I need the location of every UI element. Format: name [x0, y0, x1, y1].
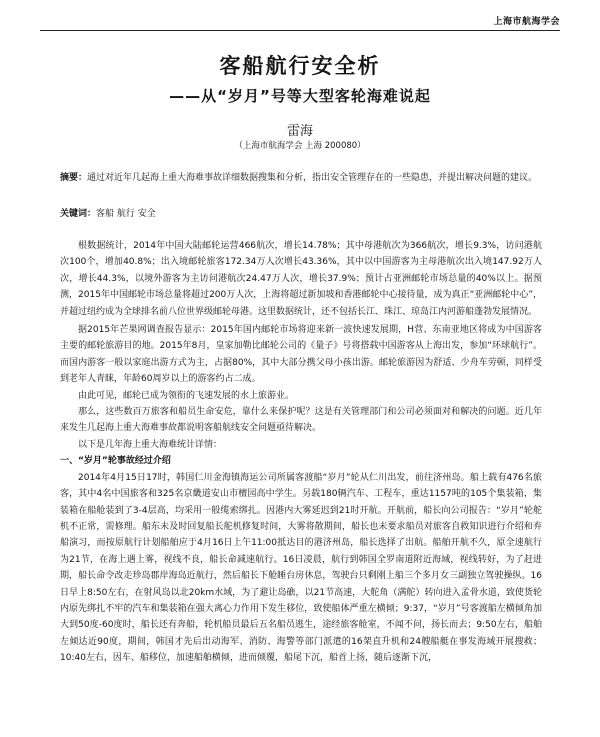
- keywords-text: 客船 航行 安全: [96, 209, 156, 219]
- section-heading: 一、“岁月”轮事故经过介绍: [60, 456, 171, 467]
- keywords: [60, 206, 542, 222]
- body-paragraph: 据2015年芒果网调查报告显示：2015年国内邮轮市场将迎来新一波快速发展期，H营、东南亚地区将成为中国游客主要的邮轮旅游目的地。2015年8月，皇家加勒比邮轮公司的《量子》号将搭载中国游客从上海出发，参加“环球航行”。而国内游客一般以家庭出游方式为主，占据80%，其中大部分携父母小孩出游。邮轮旅游因为舒适、少舟车劳顿，同样受到老年人青睐，年龄60周岁以上的游客约占二成。: [60, 325, 542, 385]
- keywords-label: 关键词：: [60, 209, 97, 219]
- article-title: 客船航行安全析: [219, 54, 381, 78]
- body-paragraph: 那么，这些数百万旅客和船员生命安危，靠什么来保护呢？这是有关管理部门和公司必须面对和解决的问题。近几年来发生几起海上重大海难事故都说明客船航线安全问题亟待解决。: [60, 407, 542, 434]
- abstract-label: 摘要：: [60, 173, 88, 183]
- article-body: [60, 238, 542, 667]
- header-rule: [40, 30, 560, 31]
- author-name: 雷海: [286, 124, 313, 139]
- body-paragraph: 由此可见，邮轮已成为领衔的飞速发展的水上旅游业。: [78, 390, 295, 401]
- body-paragraph: 根数据统计，2014年中国大陆邮轮运营466航次，增长14.78%；其中母港航次为366航次，增长9.3%，访问港航次100个，增加40.8%；出入境邮轮旅客172.34万人次增长43.36%，其中以中国游客为主母港航次出入境147.92万人次，增长44.3%，以境外游客为主访问港航次24.47万人次，增长37.9%；预计占亚洲邮轮市场总量的40%以上。据预测，2015年中国邮轮市场总量将超过200万人次，上海将超过新加坡和香港邮轮中心接待量，成为真正“亚洲邮轮中心”，并超过纽约成为全球排名前八位世界级邮轮母港。这里数据统计，还不包括长江、珠江、琼岛江内河游船蓬勃发展情况。: [60, 241, 542, 317]
- body-paragraph: 以下是几年海上重大海难统计详情：: [78, 439, 223, 450]
- abstract: [60, 170, 542, 186]
- journal-header: 上海市航海学会: [493, 17, 560, 27]
- abstract-text: 通过对近年几起海上重大海难事故详细数据搜集和分析，指出安全管理存在的一些隐患，并提出解决问题的建议。: [87, 173, 538, 183]
- article-subtitle: ——从“岁月”号等大型客轮海难说起: [169, 87, 431, 105]
- author-affiliation: （上海市航海学会 上海 200080）: [234, 141, 366, 151]
- body-paragraph: 2014年4月15日17时，韩国仁川金海镇海运公司所属客渡船“岁月”轮从仁川出发，前往济州岛。船上载有476名旅客，其中4名中国旅客和325名京畿道安山市檀园高中学生。另载180辆汽车、工程车，重达1157吨的105个集装箱，集装箱在船舱装到了3-4层高，均采用一般缆索绑扎。因港内大雾延迟到21时开航。开航前，船长向公司报告：“岁月”轮舵机不正常，需修理。船东未及时回复船长舵机修复时间，大雾将散期间，船长也未要求船员对旅客自救知识进行介绍和弃船演习，而按原航行计划船舶应于4月16日上午11:00抵达目的港济州岛，船长选择了出航。船舶开航不久，原全速航行为21节，在海上遇上雾，视线不良，船长命减速航行。16日凌晨，航行到韩国全罗南道附近海域，视线转好，为了赶进期，船长命令改走珍岛郡岸海岛近航行，然后船长下舱睡台房休息，驾驶台只剩刚上船三个多月女三副独立驾驶操纵。16日早上8:50左右，在射风岛以北20km水域，为了避让岛礁，以21节高速，大舵角（满舵）转向进入孟骨水道，致使货轮内原先绑扎不牢的汽车和集装箱在强大离心力作用下发生移位，致使船体严重左横倾；9:37，“岁月”号客渡船左横倾角加大到50度-60度时，船长还有奔船，轮机船员最后五名船员逃生，途经旅客舱室，不闻不问，扬长而去；9:50左右，船舶左倾达近90度，期间，韩国才先后出动海军、消防、海警等部门派遣的16架直升机和24艘船艇在事发海域开展搜救；10:40左右，因车、船移位，加速船舶横倾，进而倾覆，船尾下沉，船首上扬，随后逐渐下沉，: [60, 472, 542, 664]
